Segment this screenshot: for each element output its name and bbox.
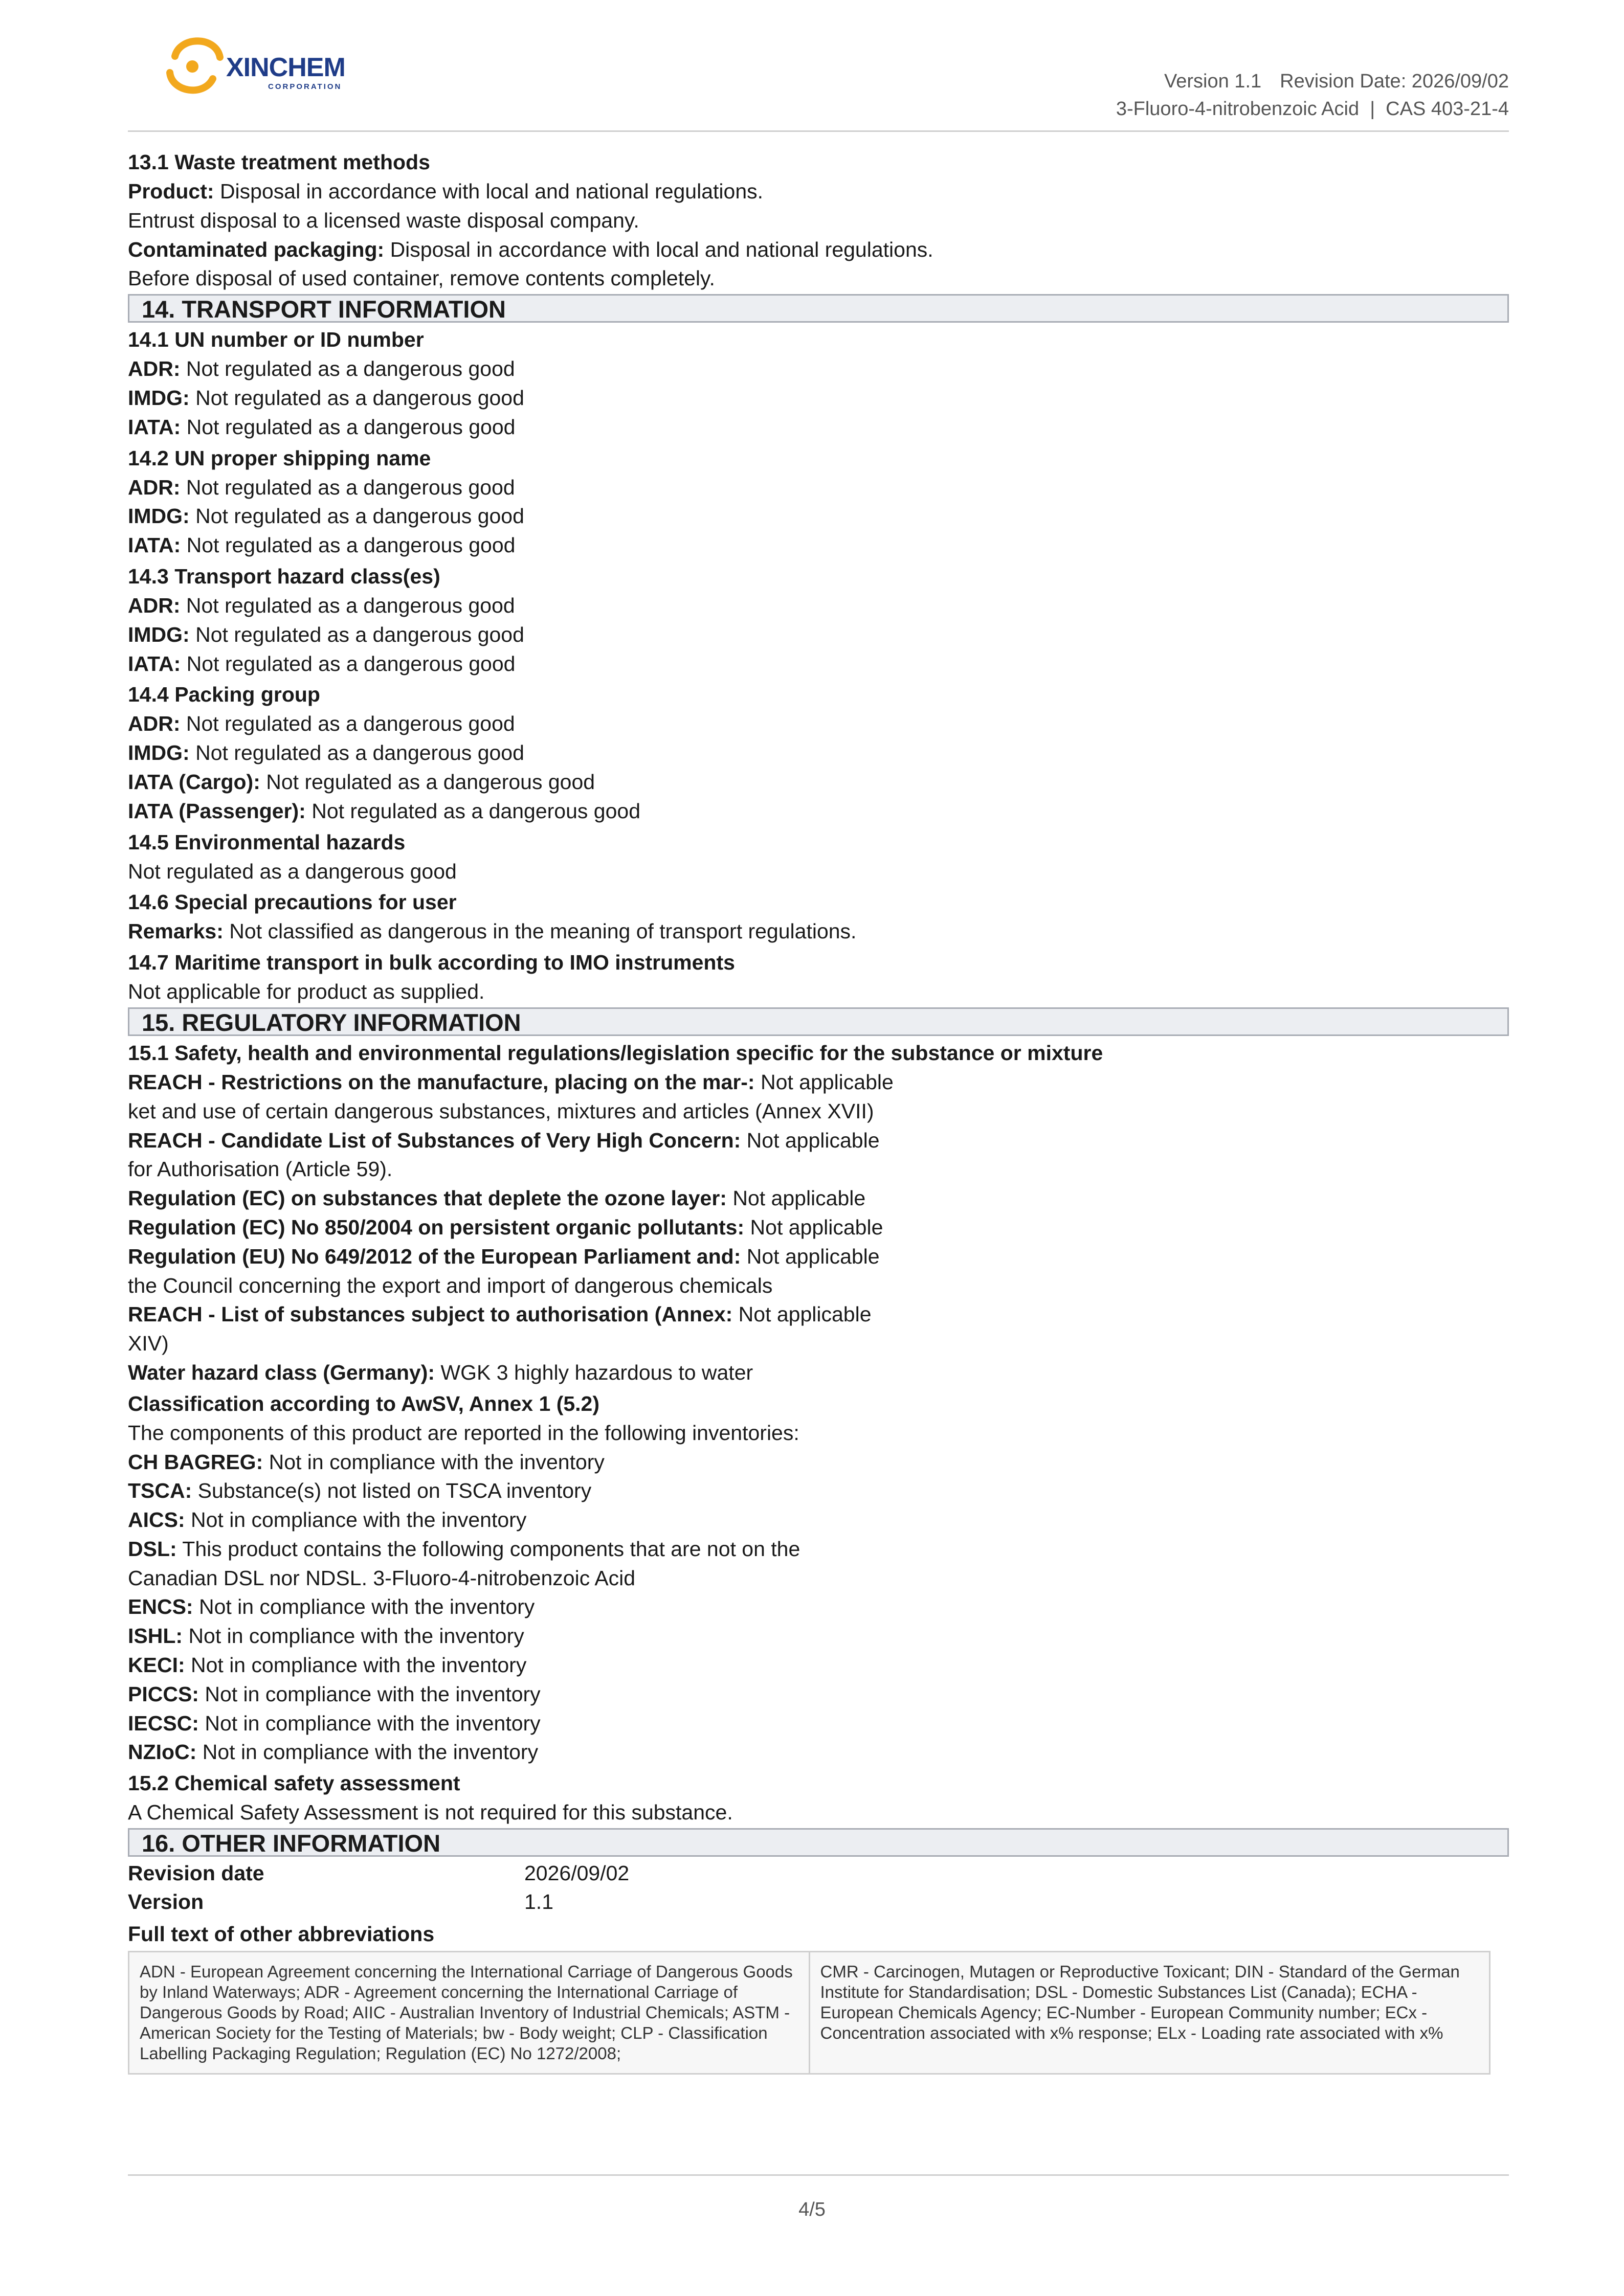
- product-identifier: 3-Fluoro-4-nitrobenzoic Acid | CAS 403-21-4: [1116, 98, 1509, 120]
- text-line: Not applicable for product as supplied.: [128, 980, 485, 1004]
- text-line: Canadian DSL nor NDSL. 3-Fluoro-4-nitrobenzoic Acid: [128, 1566, 636, 1590]
- revision-date-label: Revision date: [128, 1861, 264, 1885]
- subsection-heading: 14.5 Environmental hazards: [128, 830, 406, 854]
- version-value: 1.1: [524, 1890, 553, 1914]
- text-line: IATA (Passenger): Not regulated as a dangerous good: [128, 799, 641, 823]
- text-line: Regulation (EC) on substances that deplete the ozone layer: Not applicable: [128, 1186, 866, 1210]
- text-line: IATA (Cargo): Not regulated as a dangerous good: [128, 770, 595, 794]
- text-line: NZIoC: Not in compliance with the inventory: [128, 1740, 539, 1764]
- page-number: 4/5: [798, 2199, 826, 2220]
- text-line: IATA: Not regulated as a dangerous good: [128, 415, 516, 439]
- text-line: CH BAGREG: Not in compliance with the inventory: [128, 1450, 605, 1474]
- subsection-heading: 14.6 Special precautions for user: [128, 890, 457, 914]
- abbreviations-right: CMR - Carcinogen, Mutagen or Reproductive Toxicant; DIN - Standard of the German Institute for Standardisation; DSL - Domestic Substances List (Canada); ECHA - European Chemicals Agency; EC-Number - European Community number; ECx - Concentration associated with x% response; ELx - Loading rate associated with x%: [809, 1952, 1489, 2073]
- text-line: IMDG: Not regulated as a dangerous good: [128, 741, 524, 765]
- version-text: Version 1.1: [1164, 71, 1262, 92]
- text-line: ADR: Not regulated as a dangerous good: [128, 712, 515, 736]
- text-line: for Authorisation (Article 59).: [128, 1157, 393, 1181]
- subsection-heading: 14.3 Transport hazard class(es): [128, 564, 440, 588]
- abbreviations-table: [128, 1951, 1490, 2075]
- text-line: REACH - Restrictions on the manufacture, placing on the mar-: Not applicable: [128, 1070, 894, 1094]
- section-header-regulatory: 15. REGULATORY INFORMATION: [128, 1007, 1509, 1036]
- logo-wordmark: XINCHEM: [226, 53, 345, 82]
- header-meta: [1116, 67, 1509, 123]
- text-line: ADR: Not regulated as a dangerous good: [128, 475, 515, 499]
- text-line: KECI: Not in compliance with the inventory: [128, 1653, 527, 1677]
- text-line: IATA: Not regulated as a dangerous good: [128, 651, 516, 676]
- text-line: Not regulated as a dangerous good: [128, 859, 457, 883]
- text-line: TSCA: Substance(s) not listed on TSCA inventory: [128, 1479, 592, 1503]
- text-line: IMDG: Not regulated as a dangerous good: [128, 622, 524, 646]
- text-line: Regulation (EC) No 850/2004 on persistent organic pollutants: Not applicable: [128, 1215, 883, 1239]
- text-line: REACH - Candidate List of Substances of Very High Concern: Not applicable: [128, 1128, 880, 1152]
- text-line: REACH - List of substances subject to authorisation (Annex: Not applicable: [128, 1302, 872, 1326]
- text-line: Entrust disposal to a licensed waste disposal company.: [128, 208, 639, 232]
- version-row: [128, 1887, 1509, 1916]
- version-label: Version: [128, 1890, 204, 1914]
- text-line: PICCS: Not in compliance with the inventory: [128, 1682, 541, 1706]
- text-line: IMDG: Not regulated as a dangerous good: [128, 504, 524, 528]
- revision-date-value: 2026/09/02: [524, 1861, 630, 1885]
- footer-divider: [128, 2174, 1509, 2176]
- text-line: Regulation (EU) No 649/2012 of the European Parliament and: Not applicable: [128, 1244, 880, 1268]
- text-line: ADR: Not regulated as a dangerous good: [128, 357, 515, 381]
- document-body: [128, 146, 1509, 2075]
- text-line: A Chemical Safety Assessment is not required for this substance.: [128, 1800, 733, 1825]
- abbreviations-heading: Full text of other abbreviations: [128, 1922, 435, 1946]
- section-header-transport: 14. TRANSPORT INFORMATION: [128, 294, 1509, 323]
- subsection-heading: 14.1 UN number or ID number: [128, 328, 424, 352]
- text-line: Water hazard class (Germany): WGK 3 highly hazardous to water: [128, 1360, 753, 1384]
- text-line: The components of this product are reported in the following inventories:: [128, 1421, 799, 1445]
- revision-date-row: [128, 1859, 1509, 1887]
- logo-subtitle: CORPORATION: [268, 82, 342, 91]
- text-line: IECSC: Not in compliance with the inventory: [128, 1711, 541, 1735]
- text-line: AICS: Not in compliance with the inventory: [128, 1508, 527, 1532]
- section-header-other: 16. OTHER INFORMATION: [128, 1828, 1509, 1857]
- text-line: Before disposal of used container, remove contents completely.: [128, 266, 715, 290]
- text-line: ISHL: Not in compliance with the inventory: [128, 1624, 524, 1648]
- subsection-heading: 14.4 Packing group: [128, 683, 320, 707]
- text-line: ENCS: Not in compliance with the inventory: [128, 1595, 535, 1619]
- subsection-heading: 15.1 Safety, health and environmental regulations/legislation specific for the substance or mixture: [128, 1041, 1103, 1065]
- text-line: Remarks: Not classified as dangerous in the meaning of transport regulations.: [128, 919, 857, 943]
- subsection-heading: 14.7 Maritime transport in bulk according to IMO instruments: [128, 951, 735, 975]
- text-line: IATA: Not regulated as a dangerous good: [128, 533, 516, 557]
- text-line: ket and use of certain dangerous substances, mixtures and articles (Annex XVII): [128, 1099, 874, 1123]
- text-line: XIV): [128, 1332, 169, 1356]
- text-line: IMDG: Not regulated as a dangerous good: [128, 386, 524, 410]
- subsection-heading: 14.2 UN proper shipping name: [128, 446, 431, 470]
- text-line: ADR: Not regulated as a dangerous good: [128, 593, 515, 617]
- subsection-heading: 15.2 Chemical safety assessment: [128, 1771, 460, 1795]
- page-header: [128, 20, 1509, 132]
- text-line: Product: Disposal in accordance with local and national regulations.: [128, 179, 764, 203]
- logo-swirl-icon: [160, 26, 231, 107]
- text-line: Contaminated packaging: Disposal in accordance with local and national regulations.: [128, 237, 933, 261]
- text-line: DSL: This product contains the following components that are not on the: [128, 1537, 800, 1561]
- company-logo: [160, 26, 374, 107]
- abbreviations-left: ADN - European Agreement concerning the International Carriage of Dangerous Goods by Inland Waterways; ADR - Agreement concerning the International Carriage of Dangerous Goods by Road; AIIC - Australian Inventory of Industrial Chemicals; ASTM - American Society for the Testing of Materials; bw - Body weight; CLP - Classification Labelling Packaging Regulation; Regulation (EC) No 1272/2008;: [129, 1952, 809, 2073]
- revision-date-text: Revision Date: 2026/09/02: [1280, 71, 1509, 92]
- subsection-heading: 13.1 Waste treatment methods: [128, 150, 430, 174]
- text-line: the Council concerning the export and import of dangerous chemicals: [128, 1273, 773, 1297]
- subsection-heading: Classification according to AwSV, Annex 1 (5.2): [128, 1391, 599, 1415]
